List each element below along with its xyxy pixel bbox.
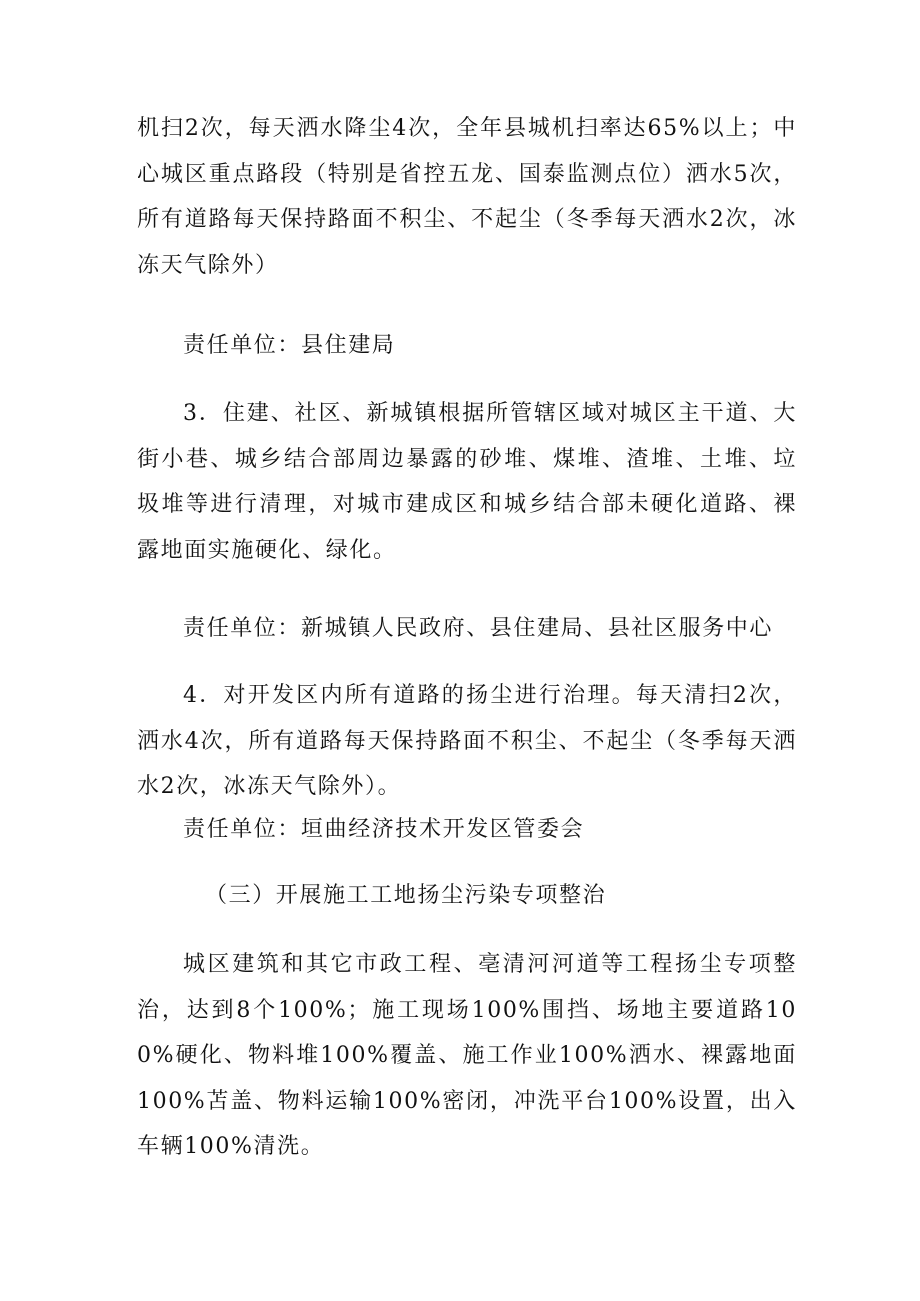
paragraph-construction-rules: 城区建筑和其它市政工程、亳清河河道等工程扬尘专项整治，达到8个100%；施工现场100%围挡、场地主要道路100%硬化、物料堆100%覆盖、施工作业100%洒水、裸露地面100%苫盖、物料运输100%密闭，冲洗平台100%设置，出入车辆100%清洗。 [137, 952, 797, 1159]
paragraph-responsible-unit-1: 责任单位：县住建局 [183, 333, 396, 358]
section-heading-construction-dust: （三）开展施工工地扬尘污染专项整治 [205, 883, 607, 908]
paragraph-responsible-unit-3: 责任单位：垣曲经济技术开发区管委会 [183, 817, 585, 842]
paragraph-responsible-unit-2: 责任单位：新城镇人民政府、县住建局、县社区服务中心 [183, 616, 774, 641]
paragraph-road-sweeping: 机扫2次，每天洒水降尘4次，全年县城机扫率达65%以上；中心城区重点路段（特别是省控五龙、国泰监测点位）洒水5次，所有道路每天保持路面不积尘、不起尘（冬季每天洒水2次，冰冻天气除外） [137, 116, 797, 278]
paragraph-item-3: 3．住建、社区、新城镇根据所管辖区域对城区主干道、大街小巷、城乡结合部周边暴露的砂堆、煤堆、渣堆、土堆、垃圾堆等进行清理，对城市建成区和城乡结合部未硬化道路、裸露地面实施硬化、绿化。 [137, 401, 797, 563]
paragraph-item-4: 4．对开发区内所有道路的扬尘进行治理。每天清扫2次，洒水4次，所有道路每天保持路面不积尘、不起尘（冬季每天洒水2次，冰冻天气除外）。 [137, 683, 797, 799]
